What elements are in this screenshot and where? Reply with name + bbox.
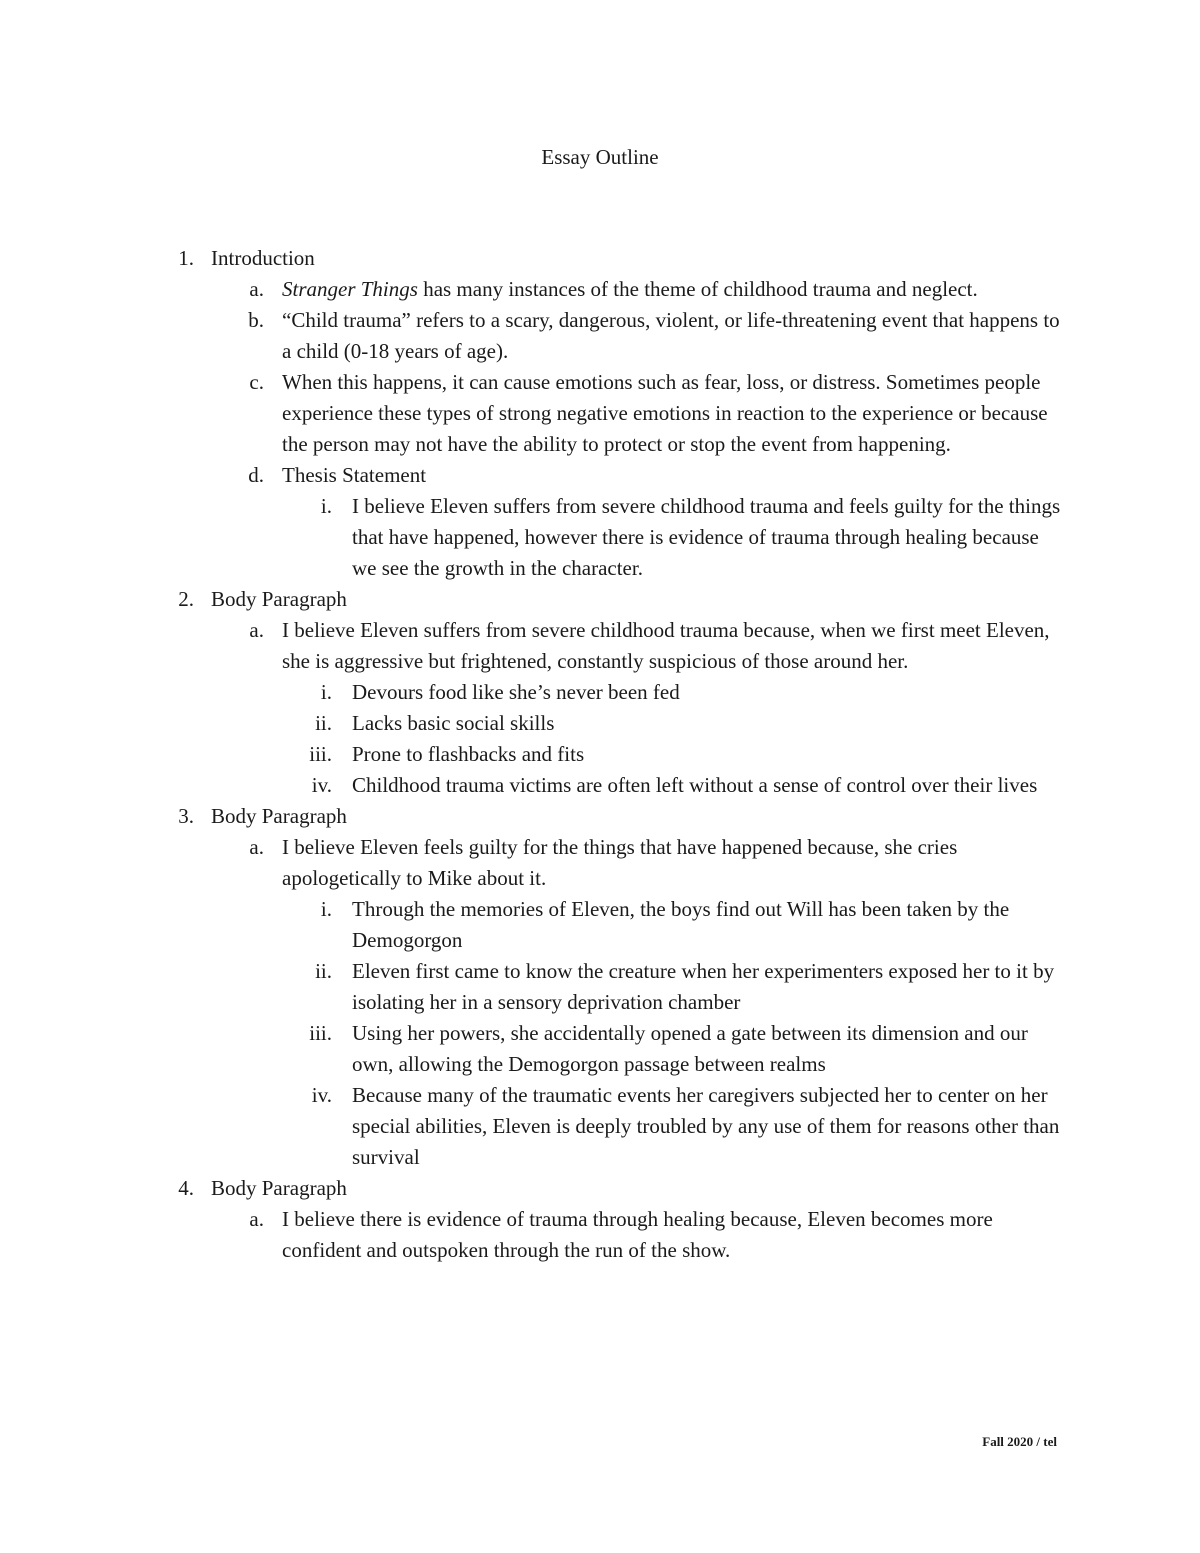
point-3a	[0, 832, 1200, 894]
subpoint-marker: ii.	[315, 959, 332, 983]
page-footer: Fall 2020 / tel	[982, 1434, 1057, 1449]
subpoint-text: Devours food like she’s never been fed	[352, 680, 680, 704]
point-marker: a.	[249, 618, 264, 642]
point-1b	[0, 305, 1200, 367]
outline	[0, 243, 1200, 1266]
section-4	[0, 1173, 1200, 1204]
point-marker: c.	[249, 370, 264, 394]
subpoint-text: Because many of the traumatic events her caregivers subjected her to center on her special abilities, Eleven is deeply troubled by any use of them for reasons other than survival	[352, 1083, 1060, 1169]
subpoint-text: Childhood trauma victims are often left without a sense of control over their lives	[352, 773, 1038, 797]
section-heading: Body Paragraph	[211, 587, 347, 611]
subpoint-text: Using her powers, she accidentally opened a gate between its dimension and our own, allowing the Demogorgon passage between realms	[352, 1021, 1028, 1076]
point-1a	[0, 274, 1200, 305]
section-heading: Body Paragraph	[211, 1176, 347, 1200]
subpoint-marker: iii.	[309, 742, 332, 766]
point-marker: a.	[249, 277, 264, 301]
subpoint-text: I believe Eleven suffers from severe childhood trauma and feels guilty for the things that have happened, however there is evidence of trauma through healing because we see the growth in the character.	[352, 494, 1061, 580]
page-title: Essay Outline	[541, 145, 659, 169]
subpoint-marker: i.	[320, 680, 332, 704]
subpoint-text: Prone to flashbacks and fits	[352, 742, 585, 766]
point-text: “Child trauma” refers to a scary, dangerous, violent, or life-threatening event that happens to a child (0-18 years of age).	[282, 308, 1060, 363]
section-number: 2.	[178, 587, 194, 611]
point-marker: d.	[248, 463, 264, 487]
section-heading: Introduction	[211, 246, 315, 270]
point-4a	[0, 1204, 1200, 1266]
italic-title: Stranger Things	[282, 277, 418, 301]
subpoint-1d-i	[0, 491, 1200, 584]
point-text: When this happens, it can cause emotions such as fear, loss, or distress. Sometimes people experience these types of strong negative emotions in reaction to the experience or because the person may not have the ability to protect or stop the event from happening.	[282, 370, 1048, 456]
point-text: I believe there is evidence of trauma through healing because, Eleven becomes more confident and outspoken through the run of the show.	[282, 1207, 993, 1262]
subpoint-3a-ii	[0, 956, 1200, 1018]
subpoint-text: Through the memories of Eleven, the boys find out Will has been taken by the Demogorgon	[352, 897, 1010, 952]
section-3	[0, 801, 1200, 832]
subpoint-2a-i	[0, 677, 1200, 708]
subpoint-text: Eleven first came to know the creature when her experimenters exposed her to it by isolating her in a sensory deprivation chamber	[352, 959, 1055, 1014]
section-heading: Body Paragraph	[211, 804, 347, 828]
point-text: I believe Eleven feels guilty for the things that have happened because, she cries apologetically to Mike about it.	[282, 835, 958, 890]
section-2	[0, 584, 1200, 615]
section-1	[0, 243, 1200, 274]
subpoint-marker: iii.	[309, 1021, 332, 1045]
subpoint-3a-i	[0, 894, 1200, 956]
subpoint-marker: i.	[320, 494, 332, 518]
subpoint-text: Lacks basic social skills	[352, 711, 555, 735]
point-text: Thesis Statement	[282, 463, 427, 487]
point-1c	[0, 367, 1200, 460]
subpoint-marker: ii.	[315, 711, 332, 735]
point-marker: a.	[249, 1207, 264, 1231]
subpoint-marker: iv.	[311, 1083, 332, 1107]
point-1d	[0, 460, 1200, 491]
point-text: I believe Eleven suffers from severe childhood trauma because, when we first meet Eleven, she is aggressive but frightened, constantly suspicious of those around her.	[282, 618, 1050, 673]
section-number: 1.	[178, 246, 194, 270]
point-marker: a.	[249, 835, 264, 859]
subpoint-3a-iii	[0, 1018, 1200, 1080]
subpoint-2a-iii	[0, 739, 1200, 770]
subpoint-marker: iv.	[311, 773, 332, 797]
point-2a	[0, 615, 1200, 677]
subpoint-3a-iv	[0, 1080, 1200, 1173]
section-number: 3.	[178, 804, 194, 828]
subpoint-2a-ii	[0, 708, 1200, 739]
subpoint-marker: i.	[320, 897, 332, 921]
section-number: 4.	[178, 1176, 194, 1200]
point-marker: b.	[248, 308, 264, 332]
point-text: Stranger Things has many instances of the theme of childhood trauma and neglect.	[282, 277, 978, 301]
subpoint-2a-iv	[0, 770, 1200, 801]
